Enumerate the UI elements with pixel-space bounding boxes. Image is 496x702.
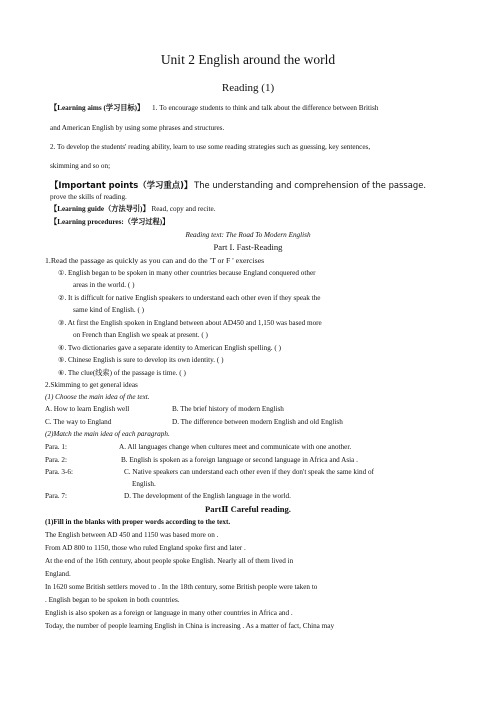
- fill-line: Today, the number of people learning English in China is increasing . As a matter of fact, China may: [45, 622, 335, 630]
- fill-line: England.: [45, 570, 71, 578]
- important-text: The understanding and comprehension of the passage.: [194, 180, 427, 190]
- fill-line: At the end of the 16th century, about people spoke English. Nearly all of them lived in: [45, 557, 294, 565]
- tf-item: ③. At first the English spoken in England between about AD450 and 1,150 was based more: [58, 319, 322, 327]
- fill-line: The English between AD 450 and 1150 was based more on .: [45, 531, 219, 539]
- page-subtitle: Reading (1): [221, 82, 275, 94]
- fill-line: English is also spoken as a foreign or language in many other countries in Africa and .: [45, 609, 293, 617]
- match-idea: B. English is spoken as a foreign language or second language in Africa and Asia .: [121, 456, 358, 464]
- part1-heading: Part I. Fast-Reading: [213, 242, 283, 252]
- fill-line: In 1620 some British settlers moved to . In the 18th century, some British people were taken to: [45, 583, 318, 591]
- match-para: Para. 7:: [45, 492, 67, 500]
- aims-label: 【Learning aims (学习目标)】: [50, 104, 145, 112]
- match-question: (2)Match the main idea of each paragraph.: [45, 430, 170, 438]
- aims-text-4: skimming and so on;: [50, 162, 111, 170]
- part2-heading: PartⅡ Careful reading.: [205, 504, 291, 514]
- match-para: Para. 3-6:: [45, 468, 73, 476]
- option-a: A. How to learn English well: [45, 405, 130, 413]
- aims-text-1: 1. To encourage students to think and talk about the difference between British: [152, 104, 379, 112]
- match-idea: English.: [132, 480, 156, 488]
- important-text-2: prove the skills of reading.: [50, 193, 127, 201]
- tf-item: ②. It is difficult for native English speakers to understand each other even if they speak the: [58, 294, 321, 302]
- tf-item: ④. Two dictionaries gave a separate identity to American English spelling. ( ): [58, 344, 281, 352]
- reading-text-title: Reading text: The Road To Modern English: [185, 231, 311, 239]
- guide-line: [50, 205, 216, 214]
- guide-label: 【Learning guide（方法导引)】: [50, 205, 150, 213]
- procedures-label: 【Learning procedures:（学习过程)】: [50, 218, 170, 226]
- skim-heading: 2.Skimming to get general ideas: [45, 381, 138, 389]
- aims-line-1: [50, 104, 378, 113]
- part2-intro: (1)Fill in the blanks with proper words according to the text.: [45, 518, 231, 526]
- tf-item: on French than English we speak at present. ( ): [73, 331, 208, 339]
- option-c: C. The way to England: [45, 418, 112, 426]
- tf-item: ⑤. Chinese English is sure to develop its own identity. ( ): [58, 356, 224, 364]
- match-para: Para. 2:: [45, 456, 67, 464]
- match-idea: C. Native speakers can understand each other even if they don't speak the same kind of: [124, 468, 374, 476]
- important-label: 【Important points（学习重点)】: [50, 180, 193, 190]
- page-title: Unit 2 English around the world: [160, 52, 336, 67]
- match-idea: D. The development of the English language in the world.: [124, 492, 291, 500]
- tf-item: ⑥. The clue(线索) of the passage is time. ( ): [58, 369, 186, 377]
- tf-item: areas in the world. ( ): [73, 281, 135, 289]
- tf-item: same kind of English. ( ): [73, 306, 145, 314]
- option-d: D. The difference between modern English and old English: [172, 418, 343, 426]
- aims-text-2: and American English by using some phrases and structures.: [50, 124, 225, 132]
- guide-text: Read, copy and recite.: [151, 205, 216, 213]
- fill-line: . English began to be spoken in both countries.: [45, 596, 180, 604]
- important-line: [50, 181, 426, 191]
- tf-item: ①. English began to be spoken in many other countries because England conquered other: [58, 269, 316, 277]
- match-para: Para. 1:: [45, 443, 67, 451]
- fill-line: From AD 800 to 1150, those who ruled England spoke first and later .: [45, 544, 246, 552]
- option-b: B. The brief history of modern English: [172, 405, 284, 413]
- part1-intro: 1.Read the passage as quickly as you can and do the 'T or F ' exercises: [45, 256, 265, 265]
- choose-question: (1) Choose the main idea of the text.: [45, 393, 150, 401]
- aims-text-3: 2. To develop the students' reading ability, learn to use some reading strategies such as guessing, key sentences,: [50, 143, 371, 151]
- match-idea: A. All languages change when cultures meet and communicate with one another.: [119, 443, 352, 451]
